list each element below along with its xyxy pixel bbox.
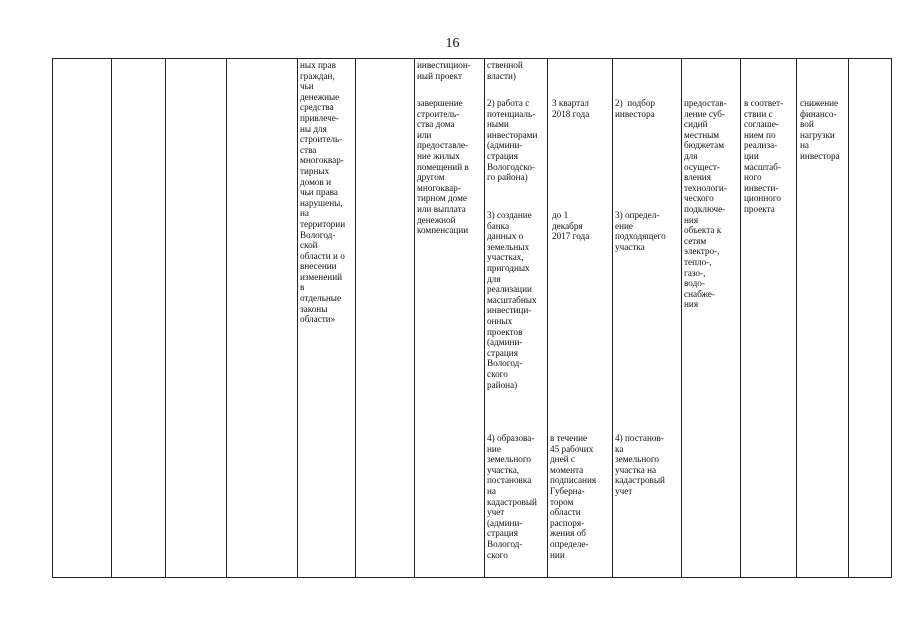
cell-deadline-4: в течение 45 рабочих дней с момента подписания Губерна- тором области распоря- жения об определе- нии [550, 433, 597, 560]
cell-deadline-2: 3 квартал 2018 года [552, 98, 590, 119]
cell-result-2: 2) подбор инвестора [615, 98, 656, 119]
column-divider [796, 58, 797, 578]
cell-measure-3: 3) создание банка данных о земельных участках, пригодных для реализации масштабных инвестици- онных проектов (админи- страция Вологод- ского района) [487, 210, 537, 390]
column-divider [547, 58, 548, 578]
cell-agreement: в соответ- ствии с соглаше- нием по реализа- ции масштаб- ного инвести- ционного проекта [744, 98, 784, 214]
cell-project-type: инвестицион- ный проект [417, 60, 471, 81]
column-divider [111, 58, 112, 578]
column-divider [414, 58, 415, 578]
cell-law-title: ных прав граждан, чьи денежные средства привлече- ны для строитель- ства многоквар- тирных домов и чьи права нарушены, на территории Вологод- ской области и о внесении изменений в отдельные законы области» [300, 60, 346, 325]
column-divider [226, 58, 227, 578]
column-divider [848, 58, 849, 578]
cell-support-measure: предостав- ление суб- сидий местным бюджетам для осущест- вления технологи- ческого подключе- ния объекта к сетям электро-, тепло-, газо-, водо- снабже- ния [684, 98, 727, 310]
cell-deadline-3: до 1 декабря 2017 года [552, 210, 590, 242]
cell-measure-2: 2) работа с потенциаль- ными инвесторами (админи- страция Вологодско- го района) [487, 98, 538, 183]
cell-authority-tail: ственной власти) [487, 60, 523, 81]
column-divider [612, 58, 613, 578]
column-divider [681, 58, 682, 578]
cell-result-4: 4) постанов- ка земельного участка на кадастровый учет [615, 433, 665, 496]
column-divider [297, 58, 298, 578]
cell-measure-4: 4) образова- ние земельного участка, постановка на кадастровый учет (админи- страция Вологод- ского [487, 433, 537, 560]
column-divider [165, 58, 166, 578]
cell-result-3: 3) определ- ение подходящего участка [615, 210, 666, 252]
column-divider [740, 58, 741, 578]
column-divider [484, 58, 485, 578]
cell-effect: снижение финансо- вой нагрузки на инвестора [800, 98, 840, 161]
page-number: 16 [445, 36, 460, 51]
cell-project-result: завершение строитель- ства дома или предоставле- ние жилых помещений в другом многоквар- тирном доме или выплата денежной компенсации [417, 98, 469, 236]
column-divider [355, 58, 356, 578]
